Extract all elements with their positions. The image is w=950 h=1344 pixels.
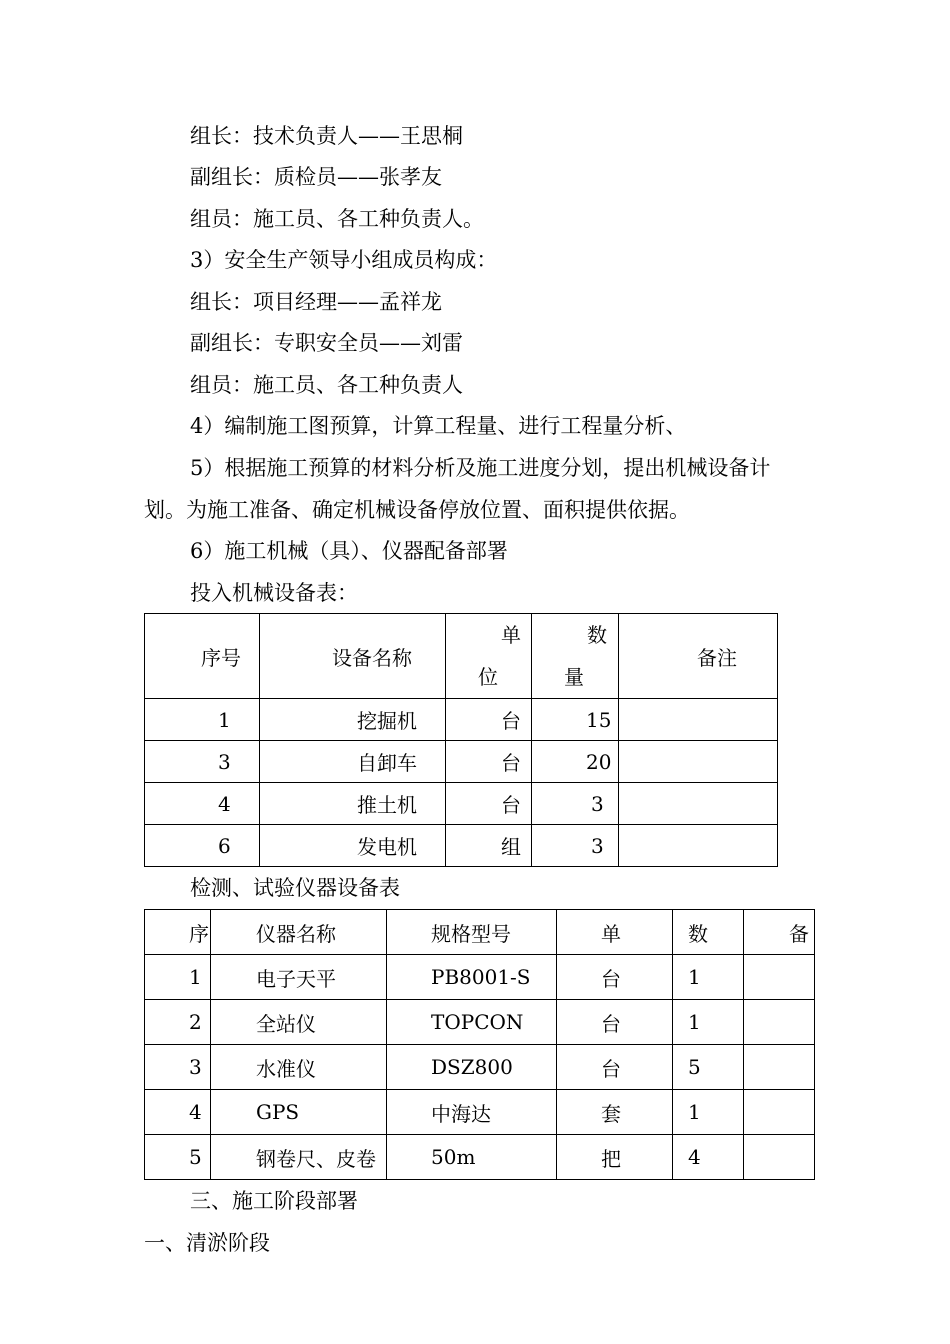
cell-no: 6 [145,825,260,867]
cell-model: TOPCON [387,1000,557,1045]
cell-no: 3 [145,1045,211,1090]
header-name: 设备名称 [260,614,446,699]
cell-name: 水准仪 [211,1045,387,1090]
header-note: 备注 [619,614,778,699]
cell-unit: 套 [557,1090,673,1135]
table-row [145,1090,815,1135]
machine-table [144,613,778,867]
table-header-row [145,910,815,955]
header-unit-line-1: 单 [501,623,521,647]
cell-no: 1 [145,955,211,1000]
header-no: 序号 [145,614,260,699]
table-row [145,783,778,825]
header-name: 仪器名称 [211,910,387,955]
cell-name: 挖掘机 [260,699,446,741]
cell-no: 4 [145,783,260,825]
cell-qty: 3 [532,783,619,825]
cell-qty: 1 [673,1000,744,1045]
cell-qty: 4 [673,1135,744,1180]
table-row [145,741,778,783]
cell-model: PB8001-S [387,955,557,1000]
cell-note [744,1045,815,1090]
cell-no: 1 [145,699,260,741]
cell-unit: 台 [446,741,532,783]
cell-unit: 台 [446,783,532,825]
header-qty-line-2: 量 [564,665,584,689]
cell-unit: 台 [557,1045,673,1090]
budget-item-line: 4）编制施工图预算，计算工程量、进行工程量分析、 [190,414,687,438]
cell-name: 发电机 [260,825,446,867]
instrument-table-title: 检测、试验仪器设备表 [190,876,400,900]
header-qty: 数 [673,910,744,955]
machinery-plan-line: 5）根据施工预算的材料分析及施工进度分划，提出机械设备计 [190,456,771,480]
cell-unit: 把 [557,1135,673,1180]
cell-unit: 组 [446,825,532,867]
members-line: 组员：施工员、各工种负责人。 [190,207,484,231]
cell-qty: 1 [673,955,744,1000]
header-qty [532,614,619,699]
cell-model: DSZ800 [387,1045,557,1090]
machine-table-title: 投入机械设备表： [190,581,358,605]
cell-name: 推土机 [260,783,446,825]
cell-name: 钢卷尺、皮卷 [211,1135,387,1180]
cell-name: 全站仪 [211,1000,387,1045]
header-qty-line-1: 数 [587,623,607,647]
cell-qty: 3 [532,825,619,867]
cell-note [744,1090,815,1135]
instrument-table [144,909,815,1180]
table-row [145,1045,815,1090]
safety-group-heading: 3）安全生产领导小组成员构成： [190,248,498,272]
cell-note [619,825,778,867]
safety-deputy-line: 副组长：专职安全员——刘雷 [190,331,463,355]
safety-leader-line: 组长：项目经理——孟祥龙 [190,290,442,314]
cell-note [619,699,778,741]
section-heading: 三、施工阶段部署 [190,1189,358,1213]
header-model: 规格型号 [387,910,557,955]
table-row [145,1135,815,1180]
cell-model: 中海达 [387,1090,557,1135]
table-row [145,1000,815,1045]
header-unit: 单 [557,910,673,955]
team-leader-line: 组长：技术负责人——王思桐 [190,124,463,148]
table-row [145,955,815,1000]
cell-note [744,1135,815,1180]
table-header-row [145,614,778,699]
cell-unit: 台 [446,699,532,741]
deployment-item-line: 6）施工机械（具）、仪器配备部署 [190,539,508,563]
table-row [145,699,778,741]
cell-qty: 5 [673,1045,744,1090]
cell-no: 4 [145,1090,211,1135]
cell-qty: 15 [532,699,619,741]
deputy-leader-line: 副组长：质检员——张孝友 [190,165,442,189]
cell-model: 50m [387,1135,557,1180]
cell-name: GPS [211,1090,387,1135]
cell-note [619,741,778,783]
machinery-plan-continued-line: 划。为施工准备、确定机械设备停放位置、面积提供依据。 [144,498,690,522]
cell-qty: 1 [673,1090,744,1135]
cell-note [744,955,815,1000]
subsection-heading: 一、清淤阶段 [144,1231,270,1255]
header-unit [446,614,532,699]
cell-name: 自卸车 [260,741,446,783]
header-note: 备 [744,910,815,955]
cell-unit: 台 [557,1000,673,1045]
cell-name: 电子天平 [211,955,387,1000]
cell-note [744,1000,815,1045]
cell-no: 5 [145,1135,211,1180]
safety-members-line: 组员：施工员、各工种负责人 [190,373,463,397]
header-no: 序 [145,910,211,955]
cell-note [619,783,778,825]
header-unit-line-2: 位 [478,665,498,689]
table-row [145,825,778,867]
cell-no: 3 [145,741,260,783]
cell-unit: 台 [557,955,673,1000]
cell-qty: 20 [532,741,619,783]
cell-no: 2 [145,1000,211,1045]
